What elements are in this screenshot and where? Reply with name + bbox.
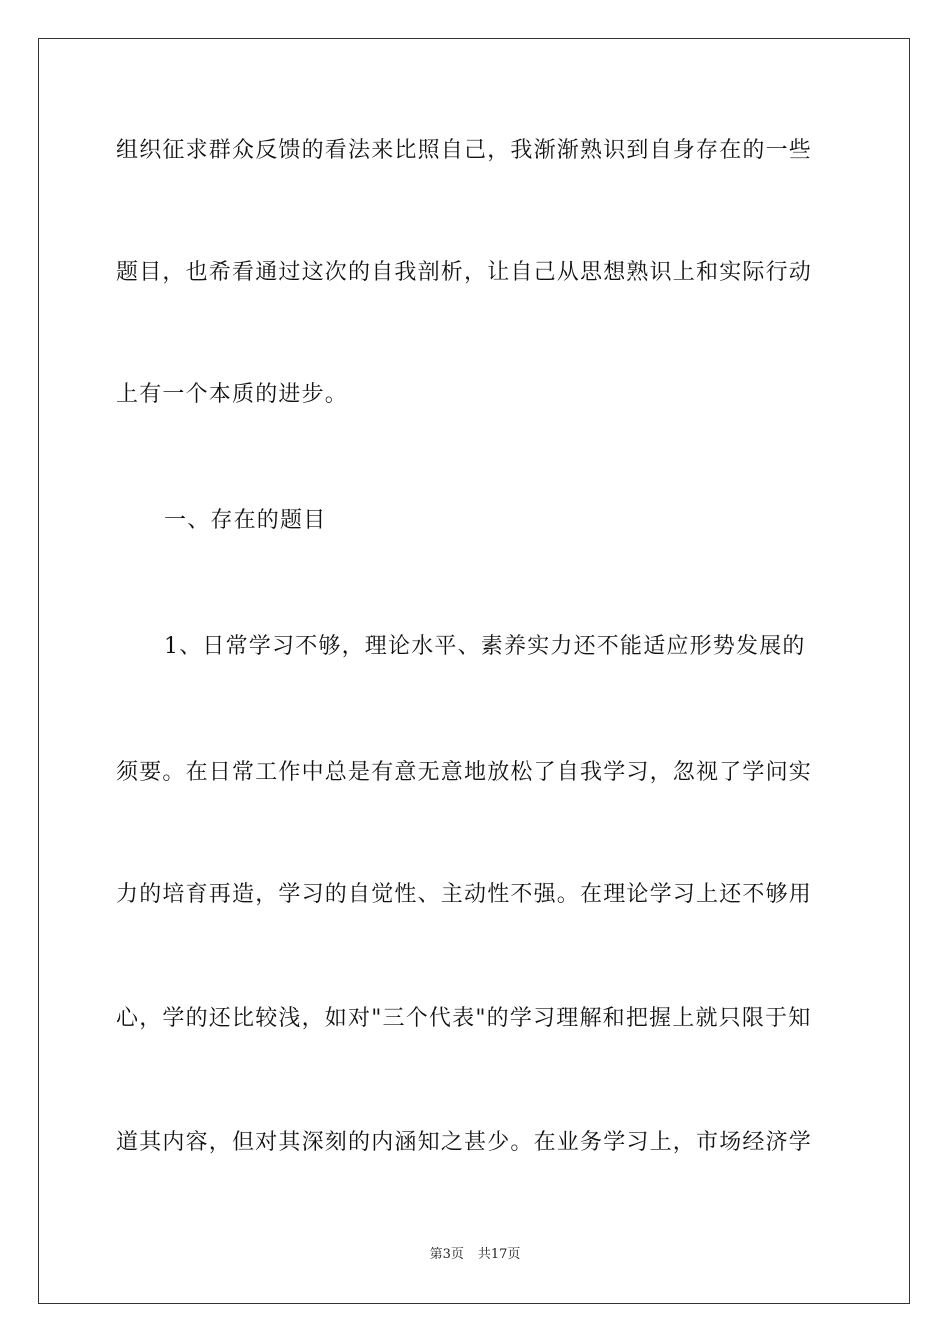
page-border (38, 38, 910, 1304)
page-total: 共17页 (477, 1247, 521, 1262)
page-number: 第3页 (429, 1247, 464, 1262)
paragraph-line: 须要。在日常工作中总是有意无意地放松了自我学习，忽视了学问实 (116, 760, 813, 785)
paragraph-line: 1、日常学习不够，理论水平、素养实力还不能适应形势发展的 (164, 634, 806, 659)
paragraph-line: 心，学的还比较浅，如对"三个代表"的学习理解和把握上就只限于知 (116, 1006, 812, 1031)
paragraph-line: 力的培育再造，学习的自觉性、主动性不强。在理论学习上还不够用 (116, 882, 813, 907)
paragraph-line: 道其内容，但对其深刻的内涵知之甚少。在业务学习上，市场经济学 (116, 1130, 813, 1155)
paragraph-line: 题目，也希看通过这次的自我剖析，让自己从思想熟识上和实际行动 (116, 260, 813, 285)
paragraph-line: 上有一个本质的进步。 (116, 382, 349, 407)
page-footer (0, 1246, 950, 1264)
paragraph-line: 组织征求群众反馈的看法来比照自己，我渐渐熟识到自身存在的一些 (116, 138, 813, 163)
section-heading: 一、存在的题目 (164, 508, 327, 533)
